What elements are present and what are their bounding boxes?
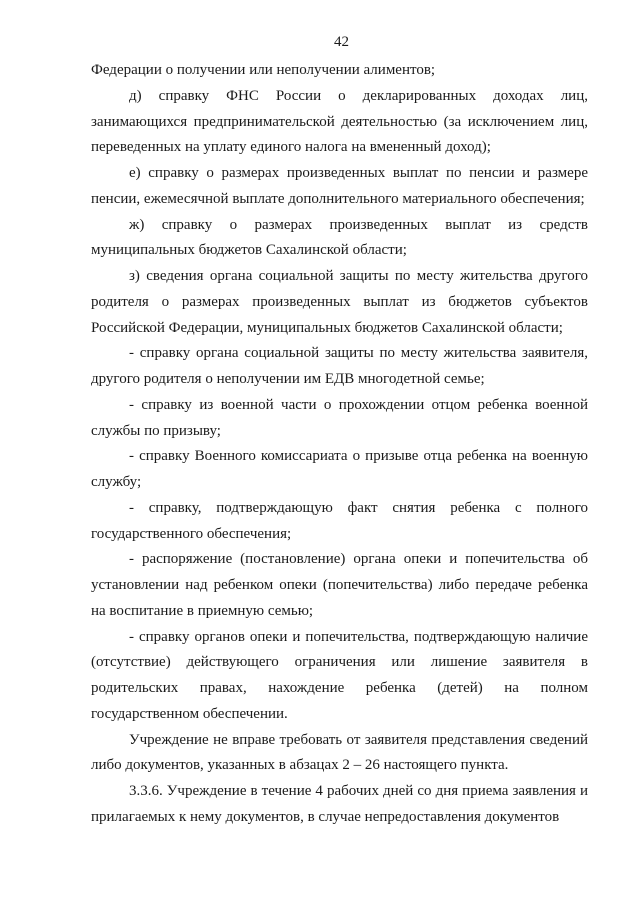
paragraph-dash-social-protection: - справку органа социальной защиты по месту жительства заявителя, другого родителя о неполучении им ЕДВ многодетной семье; — [91, 345, 588, 387]
paragraph-dash-state-support: - справку, подтверждающую факт снятия ребенка с полного государственного обеспечения; — [91, 499, 588, 542]
paragraph-continuation-alimony: Федерации о получении или неполучении алиментов; — [91, 62, 436, 78]
paragraph-item-e: е) справку о размерах произведенных выплат по пенсии и размере пенсии, ежемесячной выплате дополнительного материального обеспечения; — [91, 165, 588, 207]
page-number: 42 — [334, 34, 349, 50]
paragraph-dash-military-commissariat: - справку Военного комиссариата о призыве отца ребенка на военную службу; — [91, 448, 588, 490]
paragraph-dash-guardianship-certificate: - справку органов опеки и попечительства, подтверждающую наличие (отсутствие) действующего ограничения или лишение заявителя в родительских правах, нахождение ребенка (детей) на полном государственном обеспечении. — [91, 628, 588, 722]
paragraph-dash-guardianship-order: - распоряжение (постановление) органа опеки и попечительства об установлении над ребенком опеки (попечительства) либо передаче ребенка на воспитание в приемную семью; — [91, 551, 588, 619]
document-body — [91, 58, 588, 831]
paragraph-dash-military-unit: - справку из военной части о прохождении отцом ребенка военной службы по призыву; — [91, 396, 588, 439]
paragraph-item-d: д) справку ФНС России о декларированных доходах лиц, занимающихся предпринимательской деятельностью (за исключением лиц, переведенных на уплату единого налога на вмененный доход); — [91, 87, 588, 156]
paragraph-3-3-6: 3.3.6. Учреждение в течение 4 рабочих дней со дня приема заявления и прилагаемых к нему документов, в случае непредоставления документов — [91, 783, 588, 825]
paragraph-item-zh: ж) справку о размерах произведенных выплат из средств муниципальных бюджетов Сахалинской области; — [91, 216, 588, 259]
paragraph-item-z: з) сведения органа социальной защиты по месту жительства другого родителя о размерах произведенных выплат из бюджетов субъектов Российской Федерации, муниципальных бюджетов Сахалинской области; — [91, 268, 588, 336]
paragraph-institution-restriction: Учреждение не вправе требовать от заявителя представления сведений либо документов, указанных в абзацах 2 – 26 настоящего пункта. — [91, 731, 588, 774]
